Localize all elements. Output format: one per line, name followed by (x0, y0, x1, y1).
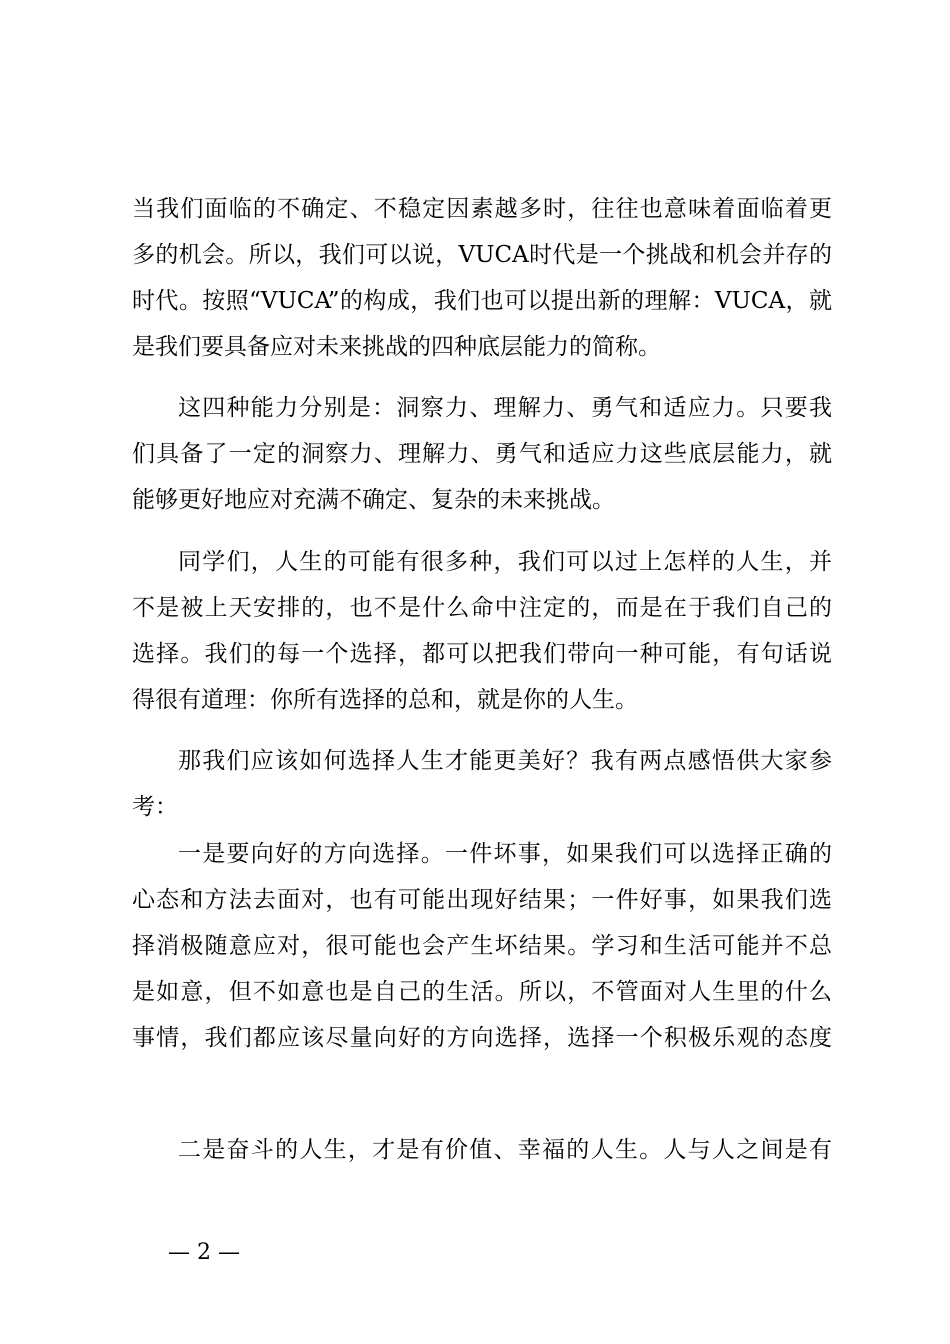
paragraph-3-line-1: 同学们，人生的可能有很多种，我们可以过上怎样的人生，并 (178, 549, 832, 575)
paragraph-3-line-3: 选择。我们的每一个选择，都可以把我们带向一种可能，有句话说 (132, 641, 832, 667)
paragraph-1-line-1: 当我们面临的不确定、不稳定因素越多时，往往也意味着面临着更 (132, 196, 832, 222)
paragraph-4-line-2: 考： (132, 794, 178, 820)
paragraph-3-line-4: 得很有道理：你所有选择的总和，就是你的人生。 (132, 687, 638, 713)
paragraph-2-line-3: 能够更好地应对充满不确定、复杂的未来挑战。 (132, 487, 615, 513)
paragraph-5-line-1: 一是要向好的方向选择。一件坏事，如果我们可以选择正确的 (178, 841, 832, 867)
paragraph-6-line-1: 二是奋斗的人生，才是有价值、幸福的人生。人与人之间是有 (178, 1137, 832, 1163)
paragraph-4-line-1: 那我们应该如何选择人生才能更美好？我有两点感悟供大家参 (178, 748, 832, 774)
paragraph-5-line-4: 是如意，但不如意也是自己的生活。所以，不管面对人生里的什么 (132, 979, 832, 1005)
paragraph-1-line-4: 是我们要具备应对未来挑战的四种底层能力的简称。 (132, 334, 661, 360)
paragraph-5-line-5: 事情，我们都应该尽量向好的方向选择，选择一个积极乐观的态度 (132, 1025, 832, 1051)
paragraph-5-line-2: 心态和方法去面对，也有可能出现好结果；一件好事，如果我们选 (132, 887, 832, 913)
paragraph-2-line-1: 这四种能力分别是：洞察力、理解力、勇气和适应力。只要我 (178, 395, 832, 421)
paragraph-3-line-2: 不是被上天安排的，也不是什么命中注定的，而是在于我们自己的 (132, 595, 832, 621)
paragraph-1-line-2: 多的机会。所以，我们可以说，VUCA时代是一个挑战和机会并存的 (132, 242, 832, 268)
page-number: — 2 — (168, 1240, 240, 1265)
paragraph-2-line-2: 们具备了一定的洞察力、理解力、勇气和适应力这些底层能力，就 (132, 441, 832, 467)
paragraph-1-line-3: 时代。按照“VUCA”的构成，我们也可以提出新的理解：VUCA，就 (132, 288, 832, 314)
paragraph-5-line-3: 择消极随意应对，很可能也会产生坏结果。学习和生活可能并不总 (132, 933, 832, 959)
